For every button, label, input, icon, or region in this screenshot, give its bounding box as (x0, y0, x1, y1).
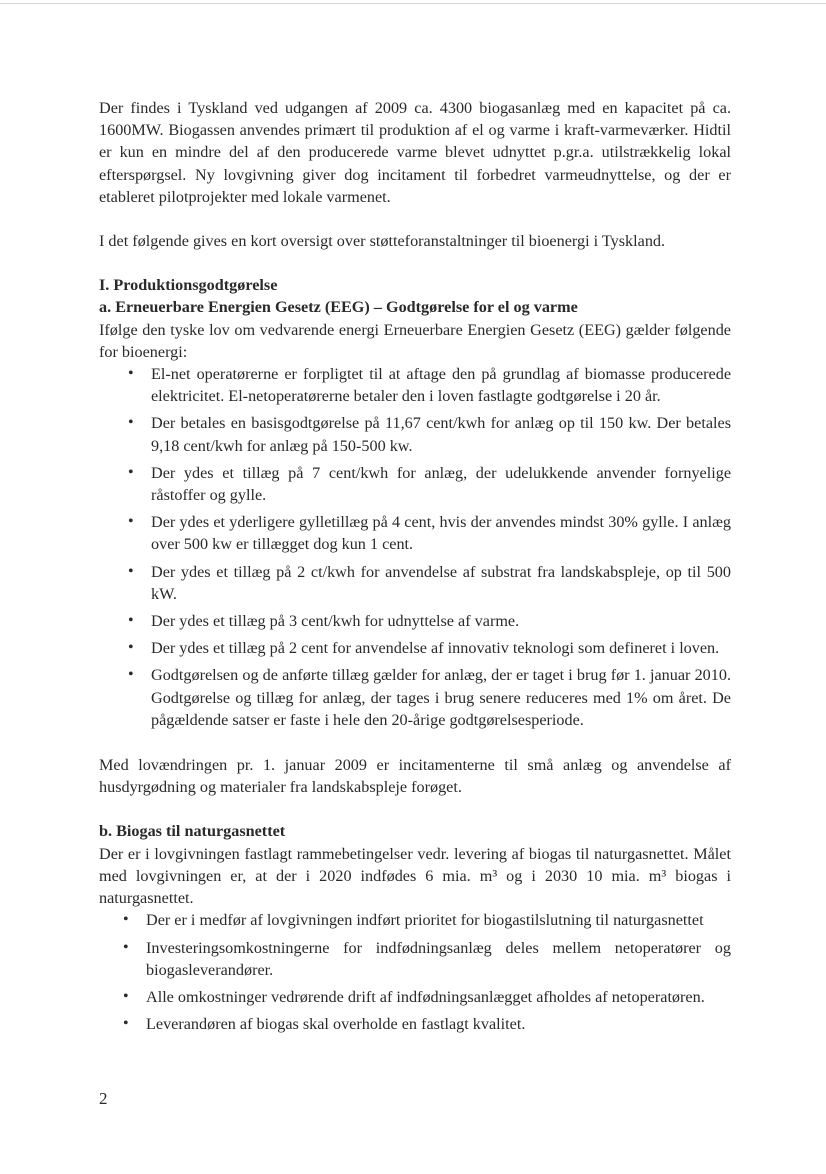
intro-paragraph: Der findes i Tyskland ved udgangen af 2009 ca. 4300 biogasanlæg med en kapacitet på ca. 1600MW. Biogassen anvendes primært til produktion af el og varme i kraft-varmeværker. Hidtil er kun en mindre del af den producerede varme blevet udnyttet p.gr.a. utilstrækkelig lokal efterspørgsel. Ny lovgivning giver dog incitament til forbedret varmeudnyttelse, og der er etableret pilotprojekter med lokale varmenet. (99, 99, 731, 206)
list-item: • El-net operatørerne er forpligtet til at aftage den på grundlag af biomasse producerede elektricitet. El-netoperatørerne betaler den i loven fastlagte godtgørelse i 20 år. (128, 363, 731, 407)
list-item: • Der ydes et tillæg på 3 cent/kwh for udnyttelse af varme. (128, 610, 731, 632)
eeg-outro: Med lovændringen pr. 1. januar 2009 er incitamenterne til små anlæg og anvendelse af husdyrgødning og materialer fra landskabspleje forøget. (99, 756, 731, 797)
list-item: • Der ydes et tillæg på 7 cent/kwh for anlæg, der udelukkende anvender fornyelige råstoffer og gylle. (128, 462, 731, 506)
list-item: • Der ydes et yderligere gylletillæg på 4 cent, hvis der anvendes mindst 30% gylle. I anlæg over 500 kw er tillægget dog kun 1 cent. (128, 511, 731, 555)
document-page (99, 97, 731, 1040)
eeg-intro: Ifølge den tyske lov om vedvarende energi Erneuerbare Energien Gesetz (EEG) gælder følgende for bioenergi: (99, 320, 731, 361)
section-heading-produktionsgodtgoerelse: I. Produktionsgodtgørelse (99, 276, 278, 295)
page-number: 2 (99, 1089, 108, 1108)
page-top-edge (0, 3, 826, 4)
list-item: • Leverandøren af biogas skal overholde en fastlagt kvalitet. (123, 1013, 731, 1035)
list-item: • Der ydes et tillæg på 2 cent for anvendelse af innovativ teknologi som defineret i loven. (128, 637, 731, 659)
biogas-bullet-list (123, 909, 731, 1035)
overview-paragraph: I det følgende gives en kort oversigt over støtteforanstaltninger til bioenergi i Tyskland. (99, 232, 666, 251)
list-item: • Investeringsomkostningerne for indfødningsanlæg deles mellem netoperatører og biogasleverandører. (123, 937, 731, 981)
list-item: • Godtgørelsen og de anførte tillæg gælder for anlæg, der er taget i brug før 1. januar 2010. Godtgørelse og tillæg for anlæg, der tages i brug senere reduceres med 1% om året. De pågældende satser er faste i hele den 20-årige godtgørelsesperiode. (128, 664, 731, 731)
biogas-intro: Der er i lovgivningen fastlagt rammebetingelser vedr. levering af biogas til naturgasnettet. Målet med lovgivningen er, at der i 2020 indfødes 6 mia. m³ og i 2030 10 mia. m³ biogas i naturgasnettet. (99, 844, 731, 908)
list-item: • Der ydes et tillæg på 2 ct/kwh for anvendelse af substrat fra landskabspleje, op til 500 kW. (128, 561, 731, 605)
subsection-heading-biogas: b. Biogas til naturgasnettet (99, 822, 286, 841)
list-item: • Der betales en basisgodtgørelse på 11,67 cent/kwh for anlæg op til 150 kw. Der betales 9,18 cent/kwh for anlæg på 150-500 kw. (128, 412, 731, 456)
list-item: • Der er i medfør af lovgivningen indført prioritet for biogastilslutning til naturgasnettet (123, 909, 731, 931)
list-item: • Alle omkostninger vedrørende drift af indfødningsanlægget afholdes af netoperatøren. (123, 986, 731, 1008)
subsection-heading-eeg: a. Erneuerbare Energien Gesetz (EEG) – Godtgørelse for el og varme (99, 298, 578, 317)
eeg-bullet-list (128, 363, 731, 731)
